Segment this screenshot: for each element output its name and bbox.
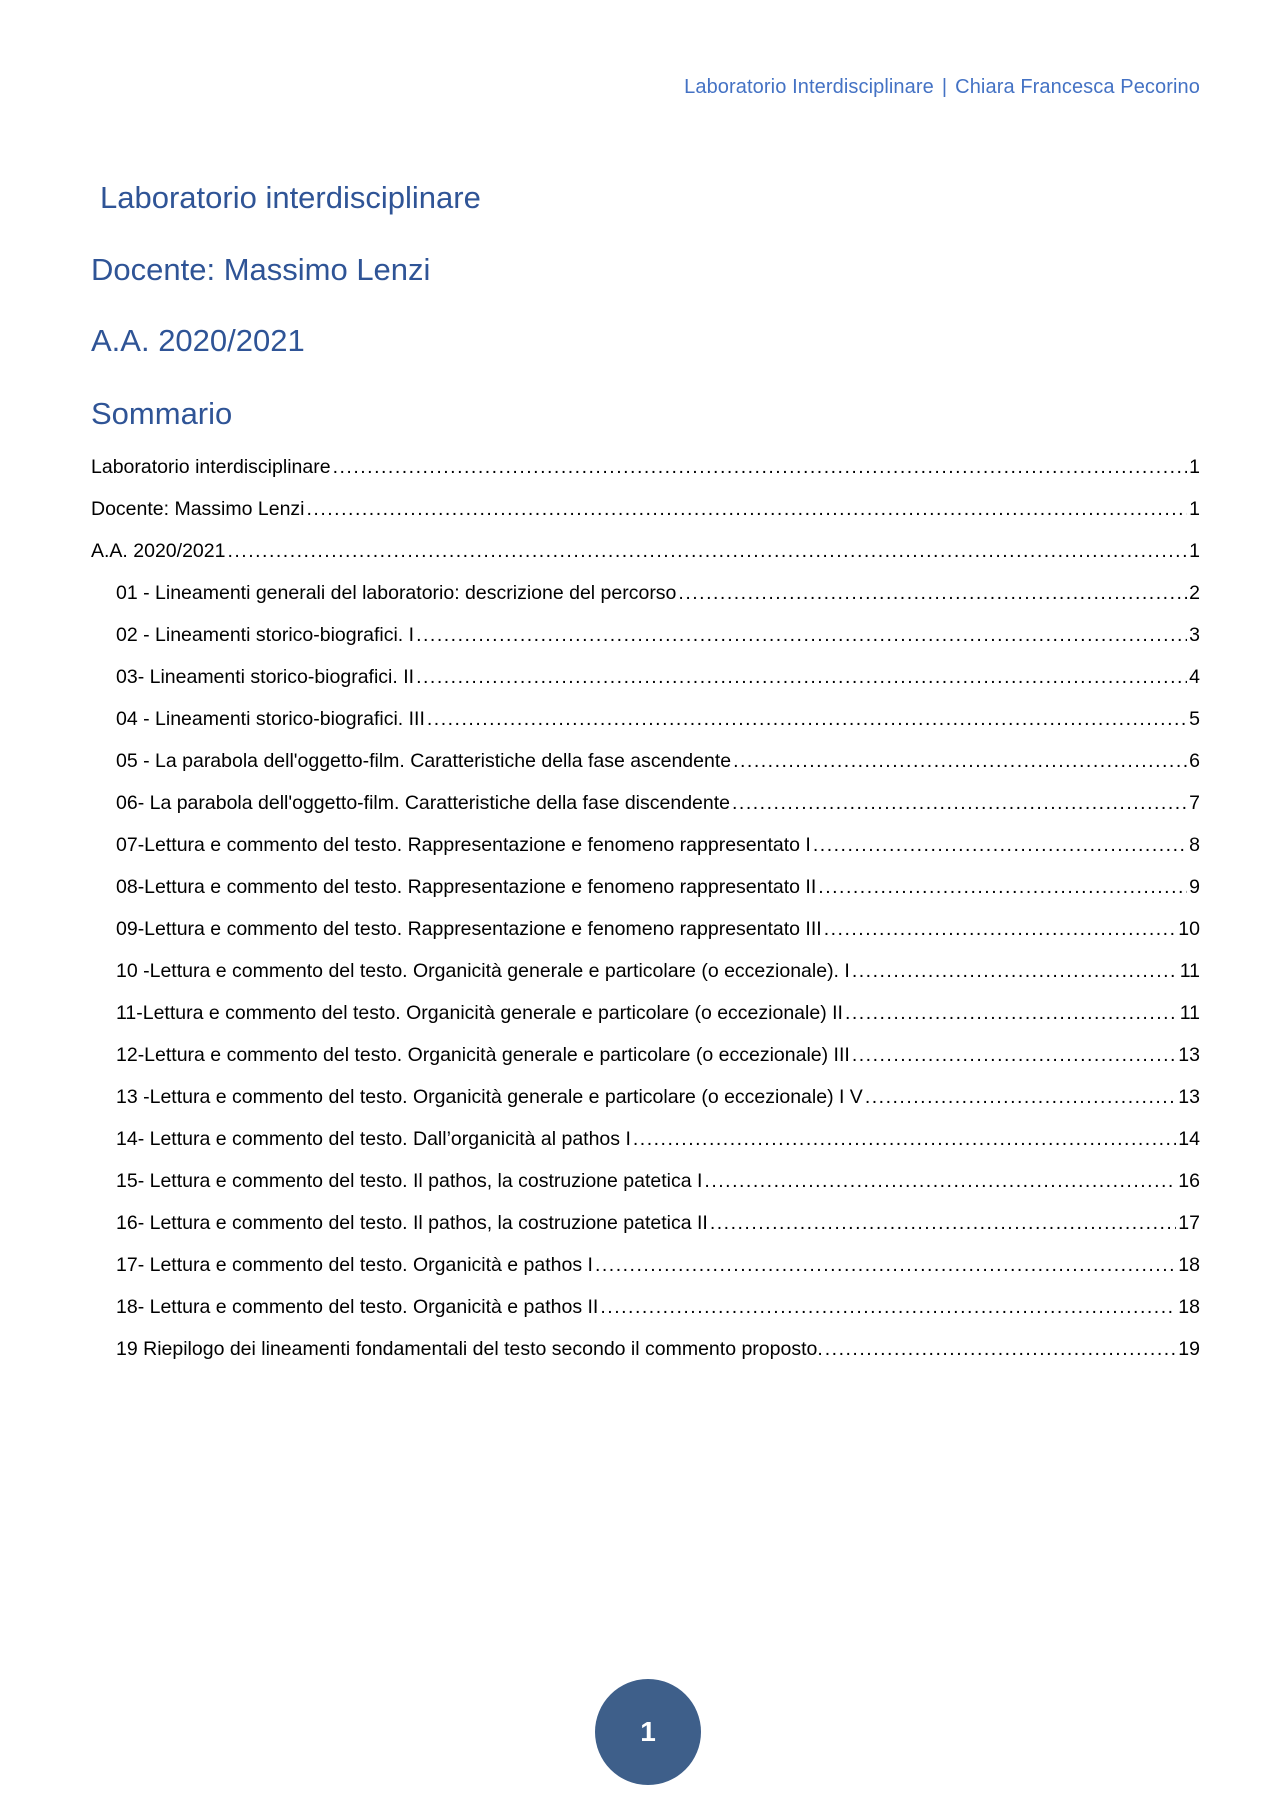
- toc-dot-leader: [813, 832, 1187, 858]
- toc-entry[interactable]: [91, 1026, 1200, 1068]
- toc-entry[interactable]: [91, 858, 1200, 900]
- toc-dot-leader: [733, 748, 1187, 774]
- toc-entry[interactable]: [91, 1068, 1200, 1110]
- toc-entry-page: 1: [1189, 498, 1200, 520]
- toc-dot-leader: [307, 496, 1188, 522]
- toc-entry[interactable]: [91, 1194, 1200, 1236]
- toc-entry-page: 7: [1189, 792, 1200, 814]
- toc-entry[interactable]: [91, 690, 1200, 732]
- toc-entry-title: 13 -Lettura e commento del testo. Organicità generale e particolare (o eccezionale) I V: [116, 1086, 863, 1108]
- toc-entry-page: 1: [1189, 456, 1200, 478]
- toc-dot-leader: [865, 1084, 1176, 1110]
- toc-dot-leader: [427, 706, 1187, 732]
- toc-entry[interactable]: [91, 1110, 1200, 1152]
- toc-dot-leader: [678, 580, 1187, 606]
- page-number: 1: [640, 1716, 656, 1747]
- toc-entry-title: 16- Lettura e commento del testo. Il pathos, la costruzione patetica II: [116, 1212, 708, 1234]
- toc-entry-page: 16: [1178, 1170, 1200, 1192]
- toc-dot-leader: [595, 1252, 1176, 1278]
- header-separator: |: [941, 76, 948, 98]
- toc-entry[interactable]: [91, 648, 1200, 690]
- header-course-title: Laboratorio Interdisciplinare: [684, 76, 934, 98]
- heading-academic-year: A.A. 2020/2021: [91, 323, 305, 358]
- toc-entry-title: 08-Lettura e commento del testo. Rappresentazione e fenomeno rappresentato II: [116, 876, 817, 898]
- toc-entry-page: 8: [1189, 834, 1200, 856]
- toc-dot-leader: [825, 1336, 1177, 1362]
- table-of-contents: [91, 438, 1200, 1362]
- toc-entry-title: 17- Lettura e commento del testo. Organicità e pathos I: [116, 1254, 593, 1276]
- toc-dot-leader: [633, 1126, 1176, 1152]
- toc-dot-leader: [845, 1000, 1178, 1026]
- toc-entry-title: 19 Riepilogo dei lineamenti fondamentali del testo secondo il commento proposto.: [116, 1338, 823, 1360]
- heading-course-title: Laboratorio interdisciplinare: [100, 180, 481, 215]
- toc-entry-title: 04 - Lineamenti storico-biografici. III: [116, 708, 425, 730]
- toc-entry-page: 14: [1178, 1128, 1200, 1150]
- toc-entry-page: 2: [1189, 582, 1200, 604]
- toc-dot-leader: [818, 874, 1187, 900]
- toc-entry-page: 18: [1178, 1296, 1200, 1318]
- toc-entry-page: 11: [1179, 1002, 1200, 1024]
- toc-entry-title: 03- Lineamenti storico-biografici. II: [116, 666, 415, 688]
- toc-entry-title: 11-Lettura e commento del testo. Organicità generale e particolare (o eccezionale) II: [116, 1002, 843, 1024]
- toc-dot-leader: [704, 1168, 1176, 1194]
- toc-entry[interactable]: [91, 816, 1200, 858]
- toc-entry[interactable]: [91, 900, 1200, 942]
- toc-entry[interactable]: [91, 522, 1200, 564]
- toc-entry[interactable]: [91, 606, 1200, 648]
- toc-entry[interactable]: [91, 984, 1200, 1026]
- toc-entry-page: 19: [1178, 1338, 1200, 1360]
- toc-entry-page: 9: [1189, 876, 1200, 898]
- toc-entry-page: 13: [1178, 1086, 1200, 1108]
- toc-entry-title: 01 - Lineamenti generali del laboratorio: descrizione del percorso: [116, 582, 677, 604]
- toc-entry-title: 07-Lettura e commento del testo. Rappresentazione e fenomeno rappresentato I: [116, 834, 811, 856]
- toc-entry[interactable]: [91, 438, 1200, 480]
- toc-dot-leader: [227, 538, 1187, 564]
- toc-entry-page: 4: [1189, 666, 1200, 688]
- toc-entry-title: Docente: Massimo Lenzi: [91, 498, 305, 520]
- toc-entry-page: 10: [1178, 918, 1200, 940]
- header-author: Chiara Francesca Pecorino: [955, 76, 1200, 98]
- toc-dot-leader: [852, 1042, 1176, 1068]
- toc-dot-leader: [600, 1294, 1176, 1320]
- toc-entry[interactable]: [91, 942, 1200, 984]
- toc-entry[interactable]: [91, 1236, 1200, 1278]
- toc-entry[interactable]: [91, 1278, 1200, 1320]
- toc-entry-page: 18: [1178, 1254, 1200, 1276]
- toc-dot-leader: [732, 790, 1187, 816]
- toc-entry[interactable]: [91, 1320, 1200, 1362]
- toc-entry[interactable]: [91, 774, 1200, 816]
- toc-entry-page: 11: [1179, 960, 1200, 982]
- toc-dot-leader: [416, 664, 1187, 690]
- heading-teacher: Docente: Massimo Lenzi: [91, 252, 431, 287]
- toc-entry-title: 12-Lettura e commento del testo. Organicità generale e particolare (o eccezionale) III: [116, 1044, 850, 1066]
- toc-entry-page: 5: [1189, 708, 1200, 730]
- toc-entry-page: 13: [1178, 1044, 1200, 1066]
- toc-entry[interactable]: [91, 480, 1200, 522]
- toc-entry-title: 02 - Lineamenti storico-biografici. I: [116, 624, 415, 646]
- toc-entry-title: 14- Lettura e commento del testo. Dall’organicità al pathos I: [116, 1128, 631, 1150]
- toc-entry-title: 06- La parabola dell'oggetto-film. Caratteristiche della fase discendente: [116, 792, 731, 814]
- toc-dot-leader: [852, 958, 1178, 984]
- toc-entry-page: 6: [1189, 750, 1200, 772]
- toc-entry-title: 10 -Lettura e commento del testo. Organicità generale e particolare (o eccezionale). I: [116, 960, 850, 982]
- toc-entry[interactable]: [91, 1152, 1200, 1194]
- toc-entry-page: 1: [1189, 540, 1200, 562]
- toc-entry[interactable]: [91, 564, 1200, 606]
- toc-title: Sommario: [91, 396, 233, 431]
- toc-entry-title: 15- Lettura e commento del testo. Il pathos, la costruzione patetica I: [116, 1170, 703, 1192]
- toc-entry-title: 18- Lettura e commento del testo. Organicità e pathos II: [116, 1296, 599, 1318]
- toc-entry-page: 17: [1178, 1212, 1200, 1234]
- page-number-badge: [595, 1679, 701, 1785]
- toc-entry-page: 3: [1189, 624, 1200, 646]
- toc-entry-title: 05 - La parabola dell'oggetto-film. Caratteristiche della fase ascendente: [116, 750, 732, 772]
- toc-dot-leader: [824, 916, 1177, 942]
- toc-dot-leader: [710, 1210, 1176, 1236]
- toc-entry-title: A.A. 2020/2021: [91, 540, 226, 562]
- toc-dot-leader: [416, 622, 1187, 648]
- toc-entry-title: Laboratorio interdisciplinare: [91, 456, 331, 478]
- toc-entry-title: 09-Lettura e commento del testo. Rappresentazione e fenomeno rappresentato III: [116, 918, 822, 940]
- toc-entry[interactable]: [91, 732, 1200, 774]
- toc-dot-leader: [333, 454, 1188, 480]
- page-header: [684, 76, 1200, 99]
